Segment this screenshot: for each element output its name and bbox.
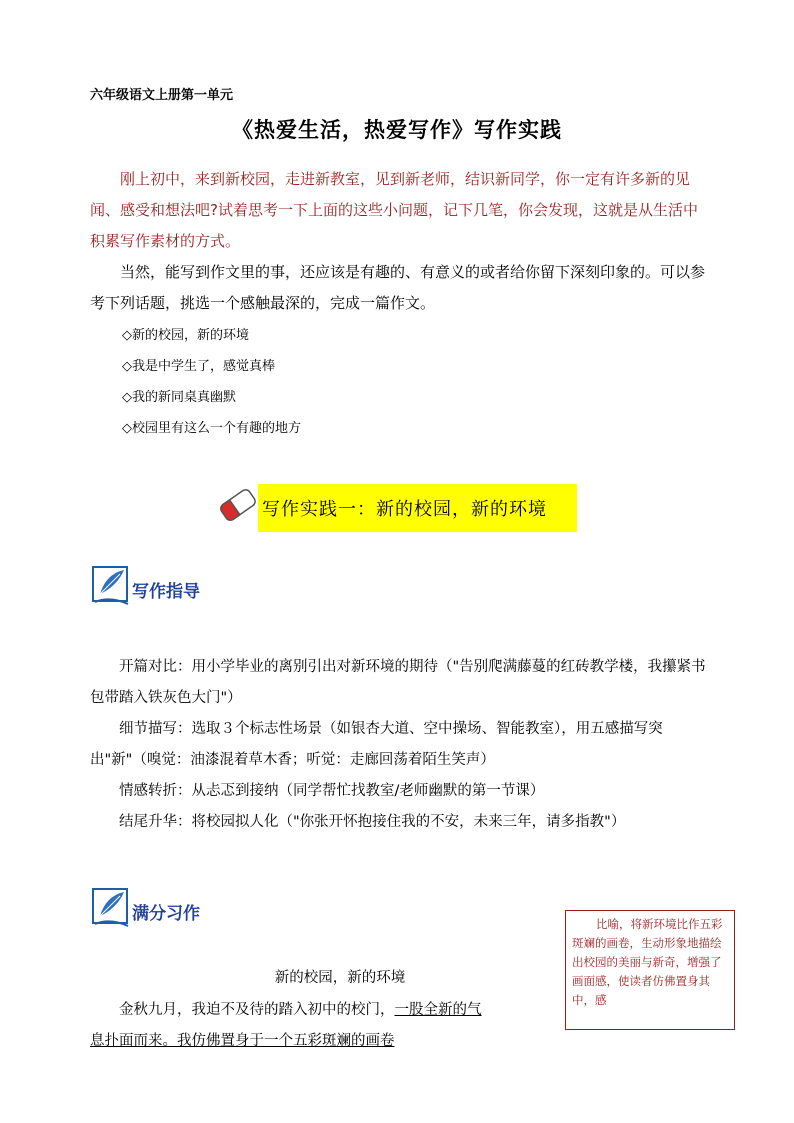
intro-text-2: 当然，能写到作文里的事，还应该是有趣的、有意义的或者给你留下深刻印象的。可以参考下列话题，挑选一个感触最深的，完成一篇作文。	[90, 263, 706, 312]
guide-item: 情感转折：从忐忑到接纳（同学帮忙找教室/老师幽默的第一节课）	[119, 783, 545, 799]
intro-paragraph-2	[90, 257, 710, 319]
intro-text-1: 刚上初中，来到新校园，走进新教室，见到新老师，结识新同学，你一定有许多新的见闻、感受和想法吧?试着思考一下上面的这些小问题，记下几笔，你会发现，这就是从生活中积累写作素材的方式。	[90, 170, 698, 250]
practice-banner-text: 写作实践一：新的校园，新的环境	[262, 499, 547, 520]
page-title: 《热爱生活，热爱写作》写作实践	[232, 118, 562, 142]
topic-item: ◇校园里有这么一个有趣的地方	[122, 421, 301, 436]
quill-icon	[92, 566, 130, 606]
intro-paragraph-1	[90, 164, 710, 257]
topic-item: ◇我的新同桌真幽默	[122, 390, 236, 405]
essay-text: 金秋九月，我迫不及待的踏入初中的校门，	[119, 1002, 395, 1018]
essay-title: 新的校园，新的环境	[274, 970, 406, 986]
guide-item: 结尾升华：将校园拟人化（"你张开怀抱接住我的不安，未来三年，请多指教"）	[119, 814, 626, 830]
eraser-icon	[215, 482, 261, 528]
model-essay	[90, 995, 482, 1057]
annotation-text: 比喻，将新环境比作五彩斑斓的画卷，生动形象地描绘出校园的美丽与新奇，增强了画面感，使读者仿佛置身其中，感	[572, 917, 723, 1007]
guide-section-label: 写作指导	[132, 582, 200, 602]
essay-underlined-text: 一股全新的气息扑面而来。我仿佛置身于一个五彩斑斓的画卷	[90, 1002, 482, 1049]
topic-item: ◇新的校园，新的环境	[122, 328, 249, 343]
annotation-box	[565, 910, 735, 1030]
practice-banner	[258, 484, 577, 532]
guide-section-heading	[92, 566, 200, 606]
unit-header: 六年级语文上册第一单元	[90, 88, 234, 103]
model-section-label: 满分习作	[132, 904, 200, 924]
writing-guide	[90, 652, 715, 838]
guide-item: 细节描写：选取３个标志性场景（如银杏大道、空中操场、智能教室），用五感描写突出"新"（嗅觉：油漆混着草木香；听觉：走廊回荡着陌生笑声）	[90, 721, 663, 768]
topic-list	[122, 320, 301, 444]
essay-paragraph	[90, 995, 482, 1057]
quill-icon	[92, 888, 130, 928]
topic-item: ◇我是中学生了，感觉真棒	[122, 359, 275, 374]
guide-item: 开篇对比：用小学毕业的离别引出对新环境的期待（"告别爬满藤蔓的红砖教学楼，我攥紧书包带踏入铁灰色大门"）	[90, 659, 706, 706]
model-section-heading	[92, 888, 200, 928]
